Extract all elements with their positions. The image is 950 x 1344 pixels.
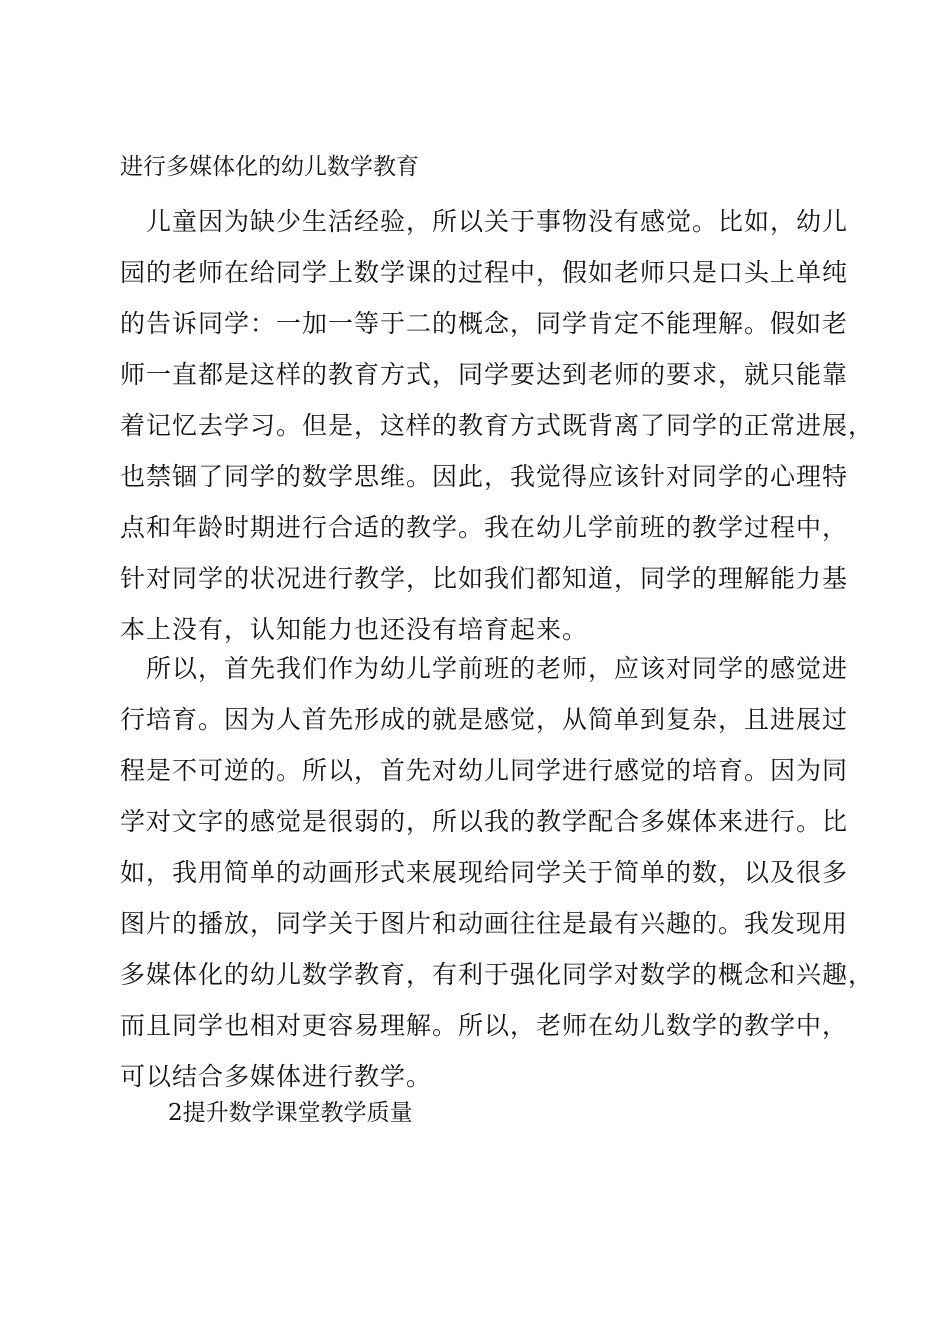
paragraph-line: 多媒体化的幼儿数学教育，有利于强化同学对数学的概念和兴趣， [120, 960, 875, 989]
paragraph-line: 园的老师在给同学上数学课的过程中，假如老师只是口头上单纯 [120, 258, 849, 287]
paragraph-line: 行培育。因为人首先形成的就是感觉，从简单到复杂，且进展过 [120, 705, 849, 734]
paragraph-line: 着记忆去学习。但是，这样的教育方式既背离了同学的正常进展， [120, 411, 875, 440]
paragraph-line: 如，我用简单的动画形式来展现给同学关于简单的数，以及很多 [120, 858, 849, 887]
paragraph-line: 而且同学也相对更容易理解。所以，老师在幼儿数学的教学中， [120, 1011, 849, 1040]
paragraph-line: 程是不可逆的。所以，首先对幼儿同学进行感觉的培育。因为同 [120, 756, 849, 785]
subsection-heading: 进行多媒体化的幼儿数学教育 [120, 154, 419, 180]
paragraph-line: 学对文字的感觉是很弱的，所以我的教学配合多媒体来进行。比 [120, 807, 849, 836]
paragraph-line: 本上没有，认知能力也还没有培育起来。 [120, 615, 589, 644]
paragraph-line: 针对同学的状况进行教学，比如我们都知道，同学的理解能力基 [120, 564, 849, 593]
section-heading: 2提升数学课堂教学质量 [168, 1100, 413, 1126]
paragraph-line: 师一直都是这样的教育方式，同学要达到老师的要求，就只能靠 [120, 360, 849, 389]
paragraph-line: 的告诉同学：一加一等于二的概念，同学肯定不能理解。假如老 [120, 309, 849, 338]
paragraph-line: 儿童因为缺少生活经验，所以关于事物没有感觉。比如，幼儿 [146, 207, 849, 236]
paragraph-line: 也禁锢了同学的数学思维。因此，我觉得应该针对同学的心理特 [120, 462, 849, 491]
paragraph-line: 图片的播放，同学关于图片和动画往往是最有兴趣的。我发现用 [120, 909, 849, 938]
paragraph-line: 点和年龄时期进行合适的教学。我在幼儿学前班的教学过程中， [120, 513, 849, 542]
paragraph-line: 可以结合多媒体进行教学。 [120, 1062, 433, 1091]
paragraph-2 [120, 643, 875, 1102]
paragraph-line: 所以，首先我们作为幼儿学前班的老师，应该对同学的感觉进 [146, 654, 849, 683]
paragraph-1 [120, 196, 875, 655]
